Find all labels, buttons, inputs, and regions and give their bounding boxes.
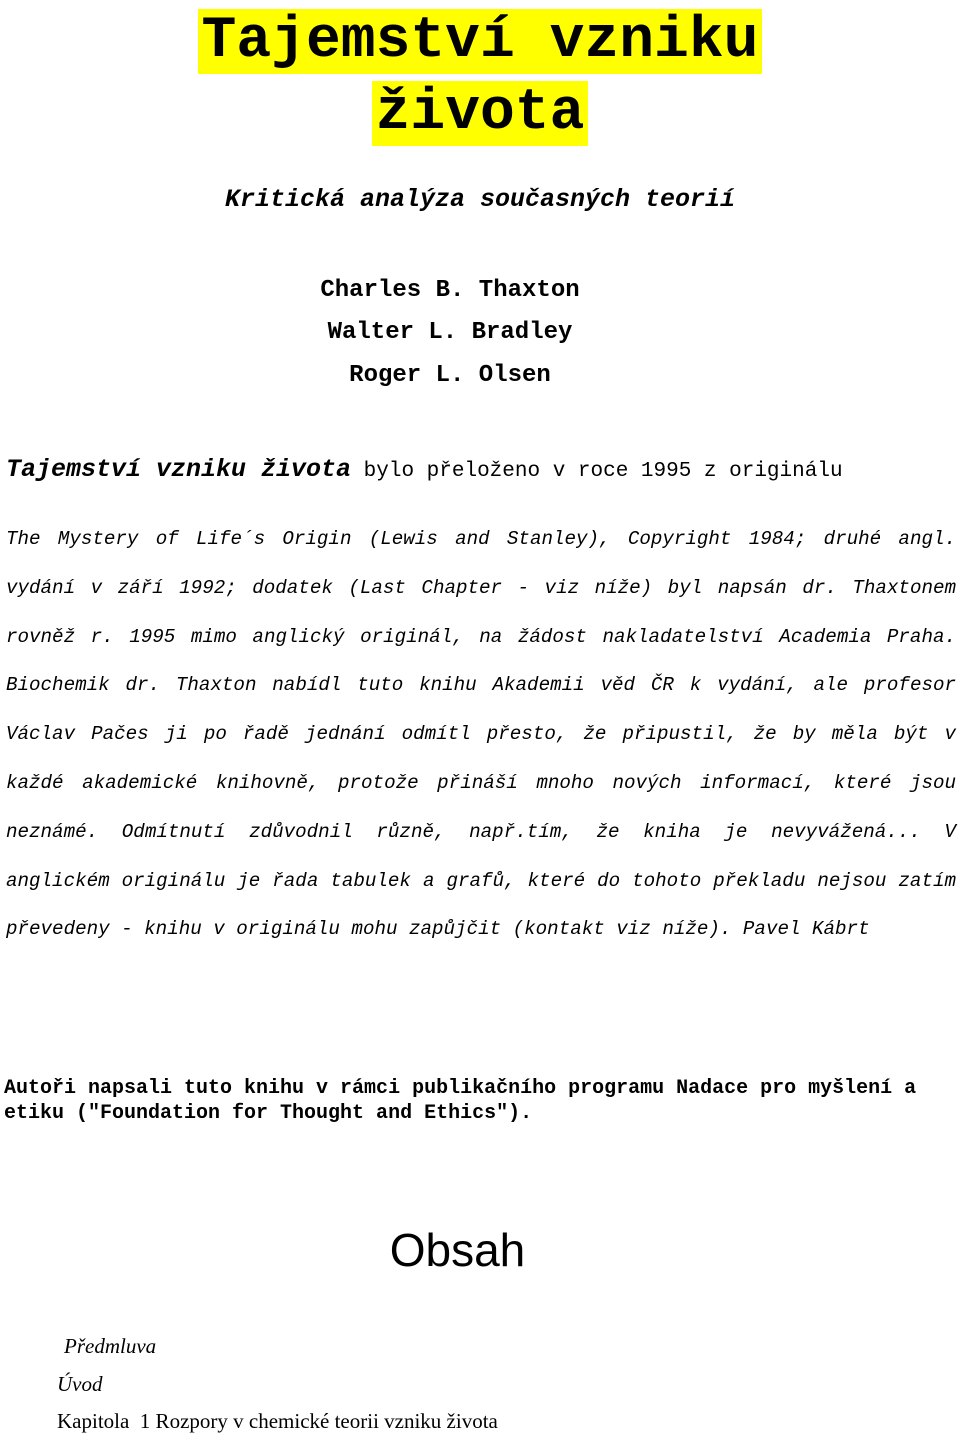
paragraph-middle: Thaxton nabídl tuto knihu Akademii věd ČR k vydání, ale profesor Václav Pačes ji po řadě jednání odmítl přesto, že připustil, že by měla být v každé akademické knihovně, protože přináší mnoho nových informací, které jsou neznámé. Odmítnutí zdůvodnil různě, např.tím, že kniha je nevyvážená... V anglickém originálu je řada tabulek a grafů, které do tohoto překladu nejsou zatím převedeny - knihu v originálu mohu zapůjčit (kontakt viz níže). Pavel Kábrt (6, 674, 957, 941)
author-1: Charles B. Thaxton (320, 277, 580, 304)
author-2: Walter L. Bradley (327, 319, 573, 346)
translation-note-paragraph (6, 515, 956, 954)
title-line-2-wrap (0, 78, 960, 150)
paragraph-lead: The Mystery of Life´s Origin (Lewis and Stanley), Copyright 1984; druhé angl. vydání v září 1992; dodatek (Last Chapter - viz níže) byl napsán dr. Thaxtonem rovněž r. 1995 mimo anglický originál, na žádost nakladatelství Academia Praha. Biochemik dr. (6, 528, 956, 697)
author-3: Roger L. Olsen (349, 362, 551, 389)
intro-book-title: Tajemství vzniku života (6, 455, 352, 484)
intro-line (6, 453, 956, 489)
toc-item-predmluva[interactable]: Předmluva (64, 1334, 157, 1358)
toc-item-uvod[interactable]: Úvod (57, 1372, 103, 1396)
authors-note: Autoři napsali tuto knihu v rámci publikačního programu Nadace pro myšlení a etiku ("Foundation for Thought and Ethics"). (4, 1077, 917, 1125)
document-title-line-2: života (372, 81, 589, 146)
title-line-1-wrap (0, 6, 960, 78)
document-subtitle: Kritická analýza současných teorií (224, 185, 736, 214)
toc-item-kapitola-1[interactable]: Kapitola 1 Rozpory v chemické teorii vzniku života (57, 1409, 498, 1433)
document-title-line-1: Tajemství vzniku (198, 9, 763, 74)
toc-heading: Obsah (389, 1224, 526, 1276)
intro-rest: bylo přeloženo v roce 1995 z originálu (351, 460, 843, 483)
